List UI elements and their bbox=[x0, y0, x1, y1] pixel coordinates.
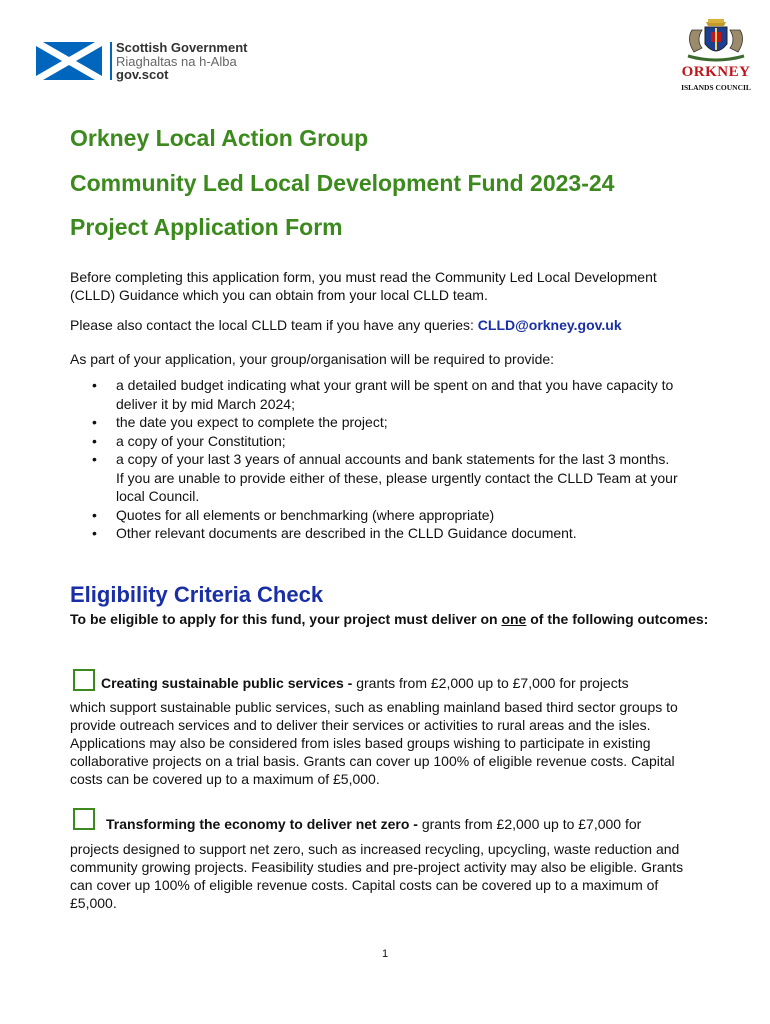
requirements-intro: As part of your application, your group/organisation will be required to provide: bbox=[70, 351, 555, 367]
eligibility-intro-emphasis: one bbox=[501, 611, 527, 627]
sg-logo-line3: gov.scot bbox=[116, 67, 169, 82]
option-heading-net-zero bbox=[106, 816, 641, 832]
option-description-net-zero: projects designed to support net zero, such as increased recycling, upcycling, waste reduction and community growing projects. Feasibility studies and pre-project activity may also be eligible. Grants can cover up 100% of eligible revenue costs. Capital costs can be covered up to a maximum of £5,000. bbox=[70, 841, 684, 911]
email-link[interactable]: CLLD@orkney.gov.uk bbox=[477, 317, 622, 333]
option-checkbox-net-zero[interactable] bbox=[73, 808, 95, 830]
eligibility-intro-text: To be eligible to apply for this fund, your project must deliver on bbox=[70, 611, 502, 627]
option-title: Transforming the economy to deliver net zero - bbox=[106, 816, 422, 832]
option-checkbox-public-services[interactable] bbox=[73, 669, 95, 691]
contact-text: Please also contact the local CLLD team if you have any queries: bbox=[70, 317, 478, 333]
option-description-public-services: which support sustainable public services, such as enabling mainland based third sector groups to provide outreach services and to deliver their services or activities to rural areas and the isles. Applications may also be considered from isles based groups wishing to participate in existing collaborative projects on a trial basis. Grants can cover up 100% of eligible revenue costs. Capital costs can be covered up to a maximum of £5,000. bbox=[70, 699, 678, 787]
eligibility-intro bbox=[70, 610, 710, 628]
eligibility-heading: Eligibility Criteria Check bbox=[70, 582, 324, 607]
contact-paragraph bbox=[70, 316, 710, 334]
logo-divider bbox=[110, 42, 112, 80]
list-item: • the date you expect to complete the project; bbox=[70, 413, 680, 432]
eligibility-intro-text-end: of the following outcomes: bbox=[526, 611, 709, 627]
saltire-flag-icon bbox=[36, 42, 102, 80]
coat-of-arms-icon bbox=[678, 18, 754, 64]
title-line-1: Orkney Local Action Group bbox=[70, 125, 369, 151]
option-title: Creating sustainable public services - bbox=[101, 675, 357, 691]
council-subtitle: ISLANDS COUNCIL bbox=[681, 83, 751, 92]
list-item: • a detailed budget indicating what your grant will be spent on and that you have capacity to deliver it by mid March 2024; bbox=[70, 376, 680, 413]
title-line-3: Project Application Form bbox=[70, 214, 343, 240]
orkney-council-logo bbox=[678, 18, 754, 98]
option-lead: grants from £2,000 up to £7,000 for bbox=[421, 816, 642, 832]
list-item: • a copy of your last 3 years of annual accounts and bank statements for the last 3 months. If you are unable to provide either of these, please urgently contact the CLLD Team at your local Council. bbox=[70, 450, 680, 506]
intro-paragraph: Before completing this application form, you must read the Community Led Local Development (CLLD) Guidance which you can obtain from your local CLLD team. bbox=[70, 269, 657, 303]
sg-logo-line1: Scottish Government bbox=[116, 40, 248, 55]
council-name: ORKNEY bbox=[681, 64, 751, 80]
scottish-government-logo bbox=[36, 42, 276, 82]
option-lead: grants from £2,000 up to £7,000 for projects bbox=[356, 675, 629, 691]
list-item: • Other relevant documents are described in the CLLD Guidance document. bbox=[70, 524, 680, 543]
sg-logo-line2: Riaghaltas na h-Alba bbox=[116, 53, 237, 69]
option-heading-public-services bbox=[101, 675, 629, 691]
page-number: 1 bbox=[381, 948, 389, 960]
requirements-list bbox=[70, 376, 680, 543]
title-line-2: Community Led Local Development Fund 2023-24 bbox=[70, 170, 615, 196]
list-item: • a copy of your Constitution; bbox=[70, 432, 680, 451]
list-item: • Quotes for all elements or benchmarking (where appropriate) bbox=[70, 506, 680, 525]
